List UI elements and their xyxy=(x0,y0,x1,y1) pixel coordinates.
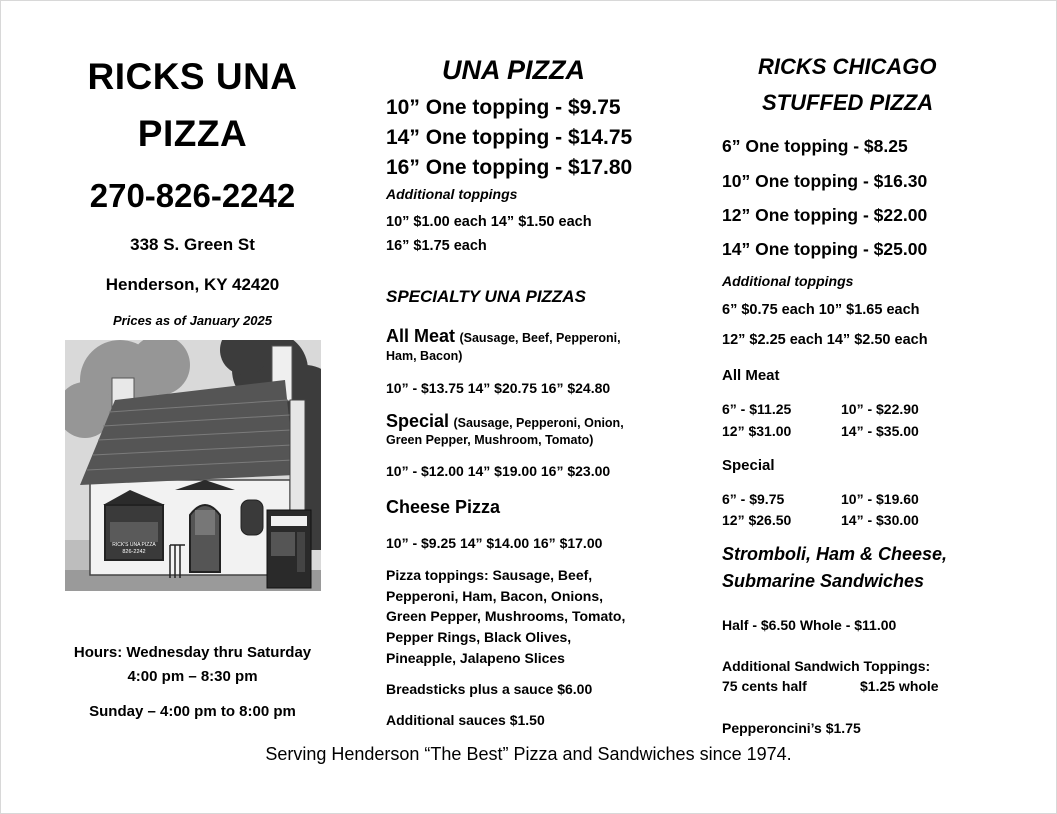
chicago-all-meat-12: 12” $31.00 xyxy=(722,423,792,439)
address-city: Henderson, KY 42420 xyxy=(105,275,280,294)
sandwich-toppings-whole: $1.25 whole xyxy=(860,678,939,694)
una-size-14: 14” One topping - $14.75 xyxy=(386,126,633,149)
una-additional-toppings-line2: 16” $1.75 each xyxy=(386,238,487,254)
sandwich-title-line2: Submarine Sandwiches xyxy=(722,571,925,591)
chicago-additional-toppings-label: Additional toppings xyxy=(722,273,854,289)
chicago-all-meat-14: 14” - $35.00 xyxy=(841,423,919,439)
special-heading xyxy=(386,411,624,432)
address-street: 338 S. Green St xyxy=(130,235,255,254)
special-prices: 10” - $12.00 14” $19.00 16” $23.00 xyxy=(386,463,611,479)
sandwich-toppings-label: Additional Sandwich Toppings: xyxy=(722,658,931,674)
sign-text-line2: 826-2242 xyxy=(122,549,146,555)
chicago-additional-toppings-line1: 6” $0.75 each 10” $1.65 each xyxy=(722,302,920,318)
additional-sauces: Additional sauces $1.50 xyxy=(386,712,545,728)
chicago-special-12: 12” $26.50 xyxy=(722,512,792,528)
chicago-title-line1: RICKS CHICAGO xyxy=(758,54,937,79)
una-size-16: 16” One topping - $17.80 xyxy=(386,156,633,179)
chicago-all-meat-6: 6” - $11.25 xyxy=(722,401,792,417)
all-meat-prices: 10” - $13.75 14” $20.75 16” $24.80 xyxy=(386,380,611,396)
sandwich-prices: Half - $6.50 Whole - $11.00 xyxy=(722,617,897,633)
all-meat-name: All Meat xyxy=(386,326,456,346)
all-meat-heading xyxy=(386,326,621,347)
una-additional-toppings-line1: 10” $1.00 each 14” $1.50 each xyxy=(386,214,592,230)
special-desc-line2: Green Pepper, Mushroom, Tomato) xyxy=(386,433,594,447)
chicago-size-12: 12” One topping - $22.00 xyxy=(722,205,928,225)
chicago-special-14: 14” - $30.00 xyxy=(841,512,919,528)
footer-tagline: Serving Henderson “The Best” Pizza and Sandwiches since 1974. xyxy=(265,744,792,764)
restaurant-photo xyxy=(65,340,321,591)
una-additional-toppings-label: Additional toppings xyxy=(386,186,518,202)
hours-sunday: Sunday – 4:00 pm to 8:00 pm xyxy=(89,703,296,720)
all-meat-desc: (Sausage, Beef, Pepperoni, xyxy=(459,331,621,345)
restaurant-title-line1: RICKS UNA xyxy=(87,56,298,97)
toppings-line-1: Pizza toppings: Sausage, Beef, xyxy=(386,567,593,583)
cheese-pizza-name: Cheese Pizza xyxy=(386,497,501,517)
chicago-size-14: 14” One topping - $25.00 xyxy=(722,239,928,259)
sign-text-line1: RICK'S UNA PIZZA xyxy=(112,542,156,548)
una-pizza-title: UNA PIZZA xyxy=(442,55,585,85)
sandwich-toppings-half: 75 cents half xyxy=(722,678,807,694)
chicago-size-10: 10” One topping - $16.30 xyxy=(722,171,928,191)
una-size-10: 10” One topping - $9.75 xyxy=(386,96,621,119)
toppings-line-5: Pineapple, Jalapeno Slices xyxy=(386,650,565,666)
sandwich-title-line1: Stromboli, Ham & Cheese, xyxy=(722,544,948,564)
chicago-all-meat-10: 10” - $22.90 xyxy=(841,401,919,417)
chicago-size-6: 6” One topping - $8.25 xyxy=(722,136,908,156)
chicago-special-name: Special xyxy=(722,457,775,474)
special-desc: (Sausage, Pepperoni, Onion, xyxy=(453,416,624,430)
toppings-line-3: Green Pepper, Mushrooms, Tomato, xyxy=(386,608,626,624)
chicago-title-line2: STUFFED PIZZA xyxy=(762,90,934,115)
toppings-line-4: Pepper Rings, Black Olives, xyxy=(386,629,572,645)
chicago-additional-toppings-line2: 12” $2.25 each 14” $2.50 each xyxy=(722,332,928,348)
specialty-title: SPECIALTY UNA PIZZAS xyxy=(386,287,586,306)
hours-days: Hours: Wednesday thru Saturday xyxy=(73,644,312,661)
chicago-special-10: 10” - $19.60 xyxy=(841,491,919,507)
cheese-pizza-prices: 10” - $9.25 14” $14.00 16” $17.00 xyxy=(386,535,603,551)
chicago-all-meat-name: All Meat xyxy=(722,367,780,384)
restaurant-title-line2: PIZZA xyxy=(137,113,248,154)
special-name: Special xyxy=(386,411,450,431)
phone-number: 270-826-2242 xyxy=(89,177,296,214)
hours-weekday-time: 4:00 pm – 8:30 pm xyxy=(127,668,258,685)
breadsticks: Breadsticks plus a sauce $6.00 xyxy=(386,681,593,697)
all-meat-desc-line2: Ham, Bacon) xyxy=(386,349,463,363)
chicago-special-6: 6” - $9.75 xyxy=(722,491,785,507)
toppings-line-2: Pepperoni, Ham, Bacon, Onions, xyxy=(386,588,604,604)
pepperoncini: Pepperoncini’s $1.75 xyxy=(722,720,861,736)
prices-as-of: Prices as of January 2025 xyxy=(113,313,272,328)
